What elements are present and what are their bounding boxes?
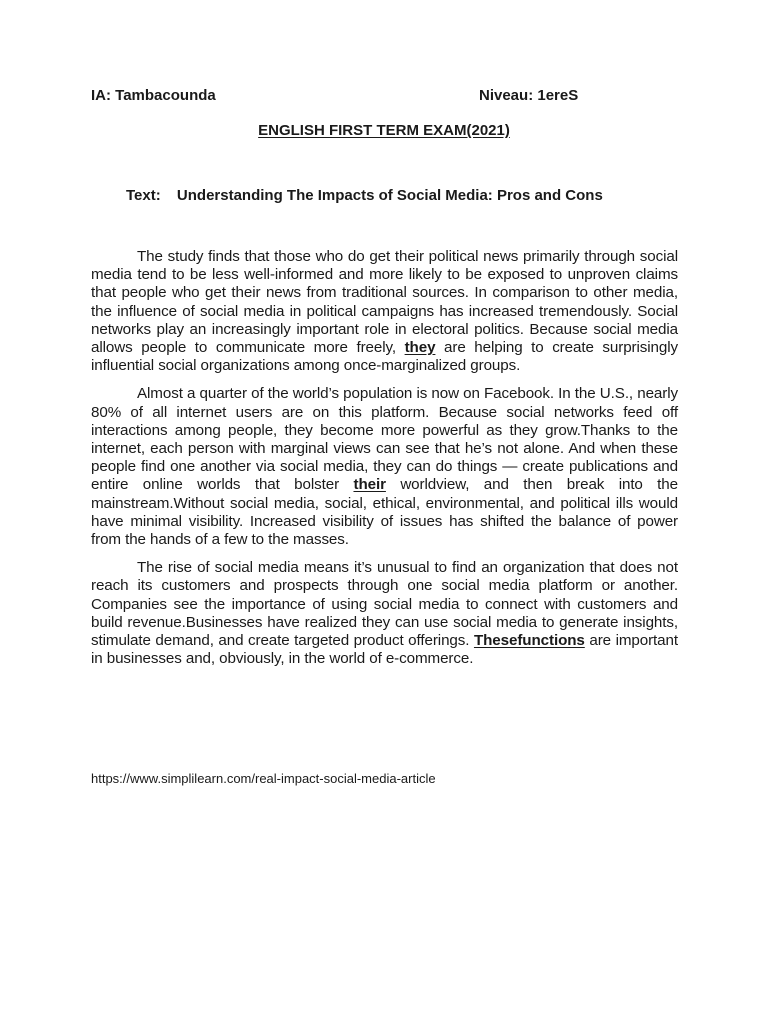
text-label: Text: (126, 187, 161, 204)
paragraph-3-before: The rise of social media means it’s unusual to find an organization that does not reach its customers and prospects through one social media platform or another. Companies see the importance of using social media to connect with customers and build revenue.Businesses have realized they can use social media to generate insights, stimulate demand, and create targeted product offerings. (91, 559, 678, 650)
paragraph-1-after: are helping to create surprisingly influential social organizations among once-marginalized groups. (91, 339, 678, 375)
text-title-value: Understanding The Impacts of Social Media: Pros and Cons (176, 187, 603, 204)
school-label: IA: Tambacounda (91, 87, 216, 104)
text-title (126, 186, 708, 206)
paragraph-2-after: worldview, and then break into the mainstream.Without social media, social, ethical, environmental, and political ills would have minimal visibility. Increased visibility of issues has shifted the balance of power from the hands of a few to the masses. (91, 476, 678, 549)
paragraph-2-before: Almost a quarter of the world’s population is now on Facebook. In the U.S., nearly 80% of all internet users are on this platform. Because social networks feed off interactions among people, they become more powerful as they grow.Thanks to the internet, each person with marginal views can see that he’s not alone. And when these people find one another via social media, they can do things — create publications and entire online worlds that bolster (91, 385, 678, 494)
paragraph-2 (91, 385, 678, 549)
source-url: https://www.simplilearn.com/real-impact-social-media-article (91, 771, 436, 786)
paragraph-1 (91, 248, 678, 375)
paragraph-1-reference-word: they (404, 339, 436, 357)
paragraph-1-before: The study finds that those who do get their political news primarily through social media tend to be less well-informed and more likely to be exposed to unproven claims that people who get their news from traditional sources. In comparison to other media, the influence of social media in political campaigns has increased tremendously. Social networks play an increasingly important role in electoral politics. Because social media allows people to communicate more freely, (91, 248, 678, 357)
level-label: Niveau: 1ereS (479, 87, 579, 104)
reading-text (91, 248, 678, 678)
paragraph-3-reference-word: Thesefunctions (473, 632, 585, 650)
exam-title (0, 121, 768, 141)
exam-title-text: ENGLISH FIRST TERM EXAM(2021) (258, 122, 510, 139)
paragraph-3 (91, 559, 678, 668)
paragraph-3-after: are important in businesses and, obviously, in the world of e-commerce. (91, 632, 678, 668)
paragraph-2-reference-word: their (353, 476, 386, 494)
